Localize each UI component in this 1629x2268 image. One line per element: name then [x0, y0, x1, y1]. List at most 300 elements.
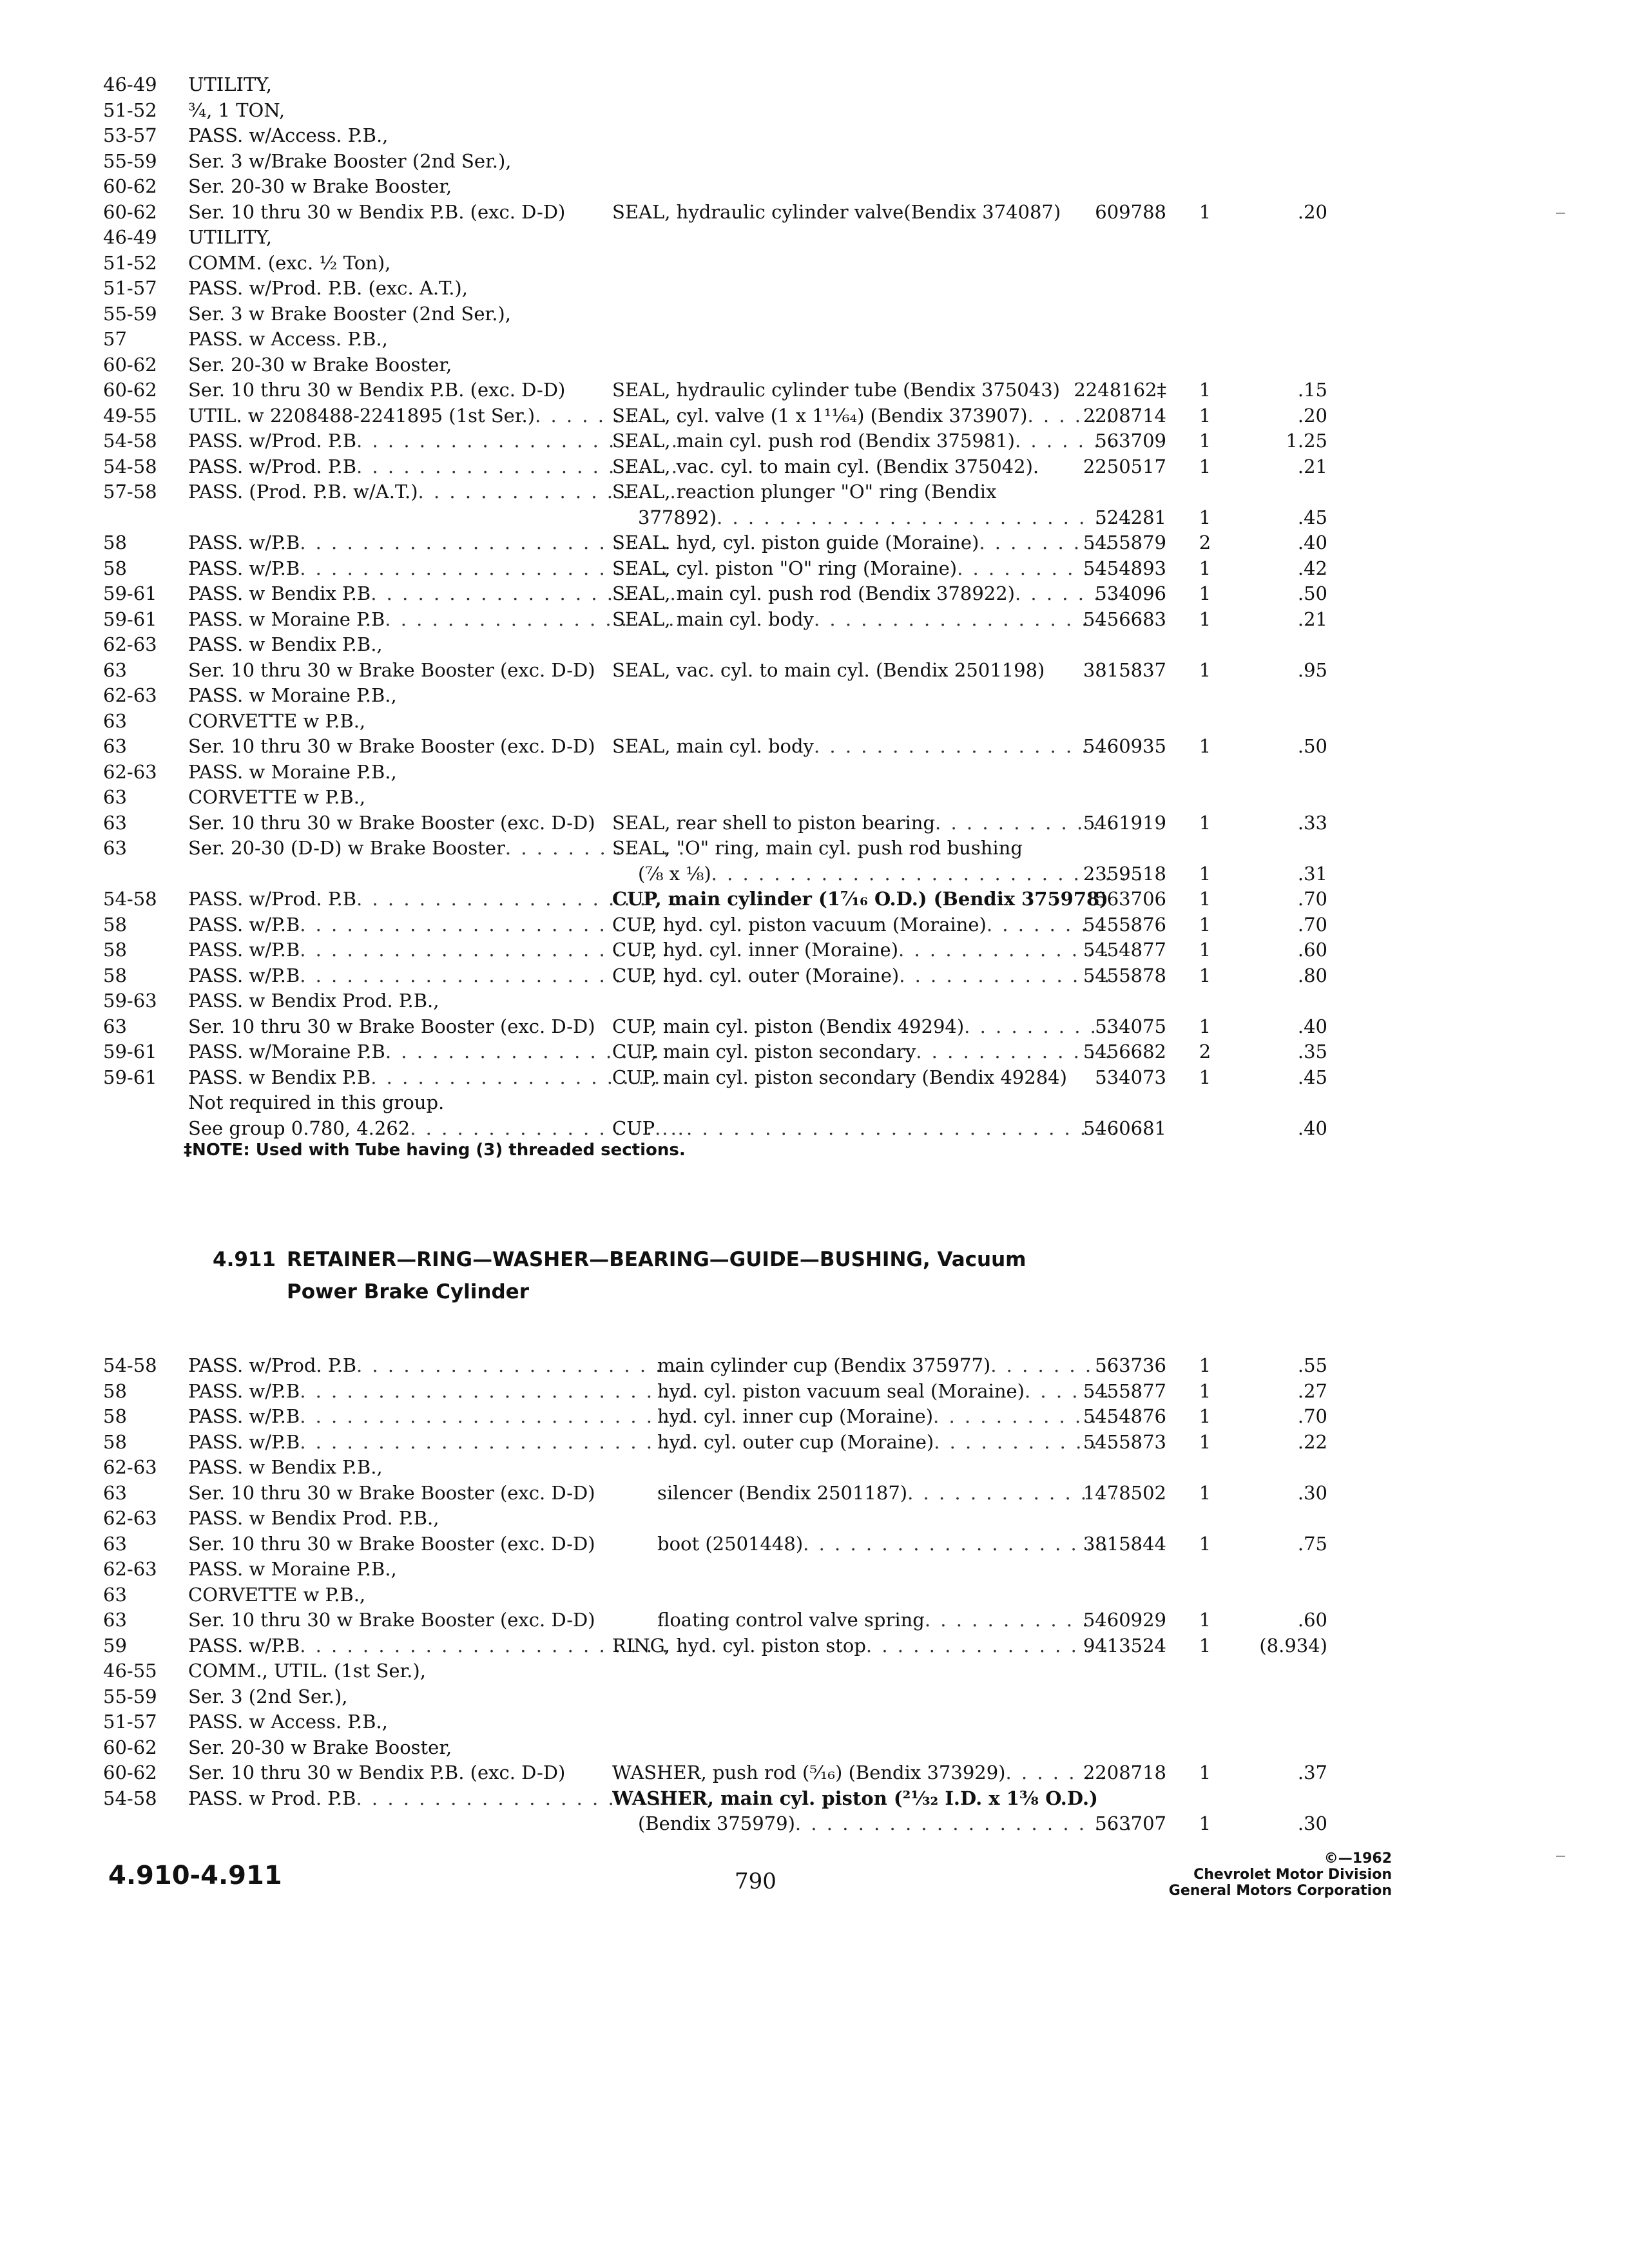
application-text: PASS. w Bendix Prod. P.B.,: [188, 990, 439, 1012]
part-number: 5455876: [1083, 913, 1166, 936]
application-text: PASS. w/Prod. P.B: [188, 430, 357, 452]
parts-row: [103, 123, 1431, 149]
application-text: Ser. 10 thru 30 w Brake Booster (exc. D-D): [188, 1532, 595, 1555]
model-years: 62-63: [103, 1507, 157, 1529]
model-years: 59-61: [103, 1041, 157, 1062]
price: .45: [1297, 506, 1327, 528]
application: [188, 709, 684, 735]
parts-row: [103, 937, 1431, 963]
application: [188, 658, 684, 684]
parts-row: [103, 479, 1431, 505]
model-years: 59-63: [103, 990, 157, 1012]
part-description: [657, 1481, 1115, 1506]
part-description-text: CUP, main cyl. piston secondary (Bendix 49284): [612, 1066, 1067, 1088]
part-description-text: SEAL, vac. cyl. to main cyl. (Bendix 375042).: [612, 455, 1039, 477]
part-description: [657, 1404, 1115, 1430]
price: .55: [1297, 1354, 1327, 1376]
part-description-text: CUP, hyd. cyl. piston vacuum (Moraine): [612, 913, 987, 936]
application: [188, 683, 684, 709]
part-description-text: boot (2501448): [657, 1532, 804, 1555]
application: [188, 988, 684, 1014]
model-years: 59-61: [103, 582, 157, 604]
part-description-text: hyd. cyl. piston vacuum seal (Moraine): [657, 1379, 1025, 1402]
part-description-text: SEAL, cyl. piston "O" ring (Moraine): [612, 557, 958, 579]
part-description: [612, 200, 1115, 226]
part-number: 609788: [1095, 200, 1166, 223]
application: [188, 1353, 684, 1379]
price: .22: [1297, 1430, 1327, 1453]
application: [188, 1039, 684, 1065]
parts-row: [103, 760, 1431, 785]
part-description: [612, 1014, 1115, 1040]
price: 1.25: [1286, 430, 1327, 452]
part-number: 563736: [1095, 1354, 1166, 1376]
model-years: 46-55: [103, 1660, 157, 1682]
part-description-text: SEAL, main cyl. push rod (Bendix 378922): [612, 582, 1015, 604]
parts-row: [103, 200, 1431, 226]
application: [188, 1633, 684, 1659]
part-number: 5456683: [1083, 608, 1166, 630]
parts-row: [103, 1481, 1431, 1506]
quantity: 1: [1199, 1609, 1211, 1631]
application-text: UTILITY,: [188, 226, 272, 248]
part-description-text: CUP, main cyl. piston (Bendix 49294): [612, 1015, 965, 1037]
application: [188, 72, 684, 98]
application: [188, 479, 684, 505]
quantity: 1: [1199, 455, 1211, 477]
model-years: 54-58: [103, 1354, 157, 1376]
part-description-text: SEAL, reaction plunger "O" ring (Bendix: [612, 481, 997, 503]
parts-row: [103, 836, 1431, 861]
model-years: 57: [103, 328, 127, 350]
part-description-text: main cylinder cup (Bendix 375977): [657, 1354, 991, 1376]
parts-row: [103, 327, 1431, 352]
quantity: 1: [1199, 1532, 1211, 1555]
quantity: 1: [1199, 1354, 1211, 1376]
price: .33: [1297, 811, 1327, 834]
price: .80: [1297, 964, 1327, 986]
application-text: UTILITY,: [188, 73, 272, 95]
part-description-text: SEAL, main cyl. body: [612, 735, 814, 757]
quantity: 2: [1199, 532, 1211, 553]
price: .15: [1297, 379, 1327, 401]
part-description: [612, 1039, 1115, 1065]
application: [188, 1658, 684, 1684]
application-text: CORVETTE w P.B.,: [188, 709, 366, 732]
part-description: [657, 1430, 1115, 1456]
parts-row: [103, 505, 1431, 531]
application: [188, 123, 684, 149]
application-text: PASS. w/P.B: [188, 913, 300, 936]
model-years: 63: [103, 1481, 127, 1504]
price: .50: [1297, 582, 1327, 604]
model-years: 63: [103, 658, 127, 681]
model-years: 51-57: [103, 277, 157, 299]
parts-row: [103, 861, 1431, 887]
application-text: PASS. w Bendix Prod. P.B.,: [188, 1507, 439, 1529]
part-description-text: (⅞ x ⅛): [638, 862, 711, 885]
quantity: 1: [1199, 939, 1211, 961]
price: .60: [1297, 939, 1327, 961]
part-description: [612, 734, 1115, 760]
application-text: PASS. w/P.B: [188, 1405, 300, 1427]
parts-row: [103, 709, 1431, 735]
price: .20: [1297, 404, 1327, 427]
application: [188, 200, 684, 226]
application: [188, 1116, 684, 1142]
part-number: 5455877: [1083, 1379, 1166, 1402]
parts-row: [103, 811, 1431, 836]
quantity: 1: [1199, 964, 1211, 986]
part-description-text: CUP, main cyl. piston secondary: [612, 1041, 916, 1062]
parts-row: [103, 963, 1431, 989]
application-text: PASS. w/Moraine P.B: [188, 1041, 385, 1062]
application-text: Not required in this group.: [188, 1091, 445, 1113]
price: .40: [1297, 1015, 1327, 1037]
model-years: 60-62: [103, 353, 157, 376]
part-number: 5455879: [1083, 532, 1166, 553]
model-years: 62-63: [103, 633, 157, 655]
application-text: PASS. w/Access. P.B.,: [188, 124, 389, 146]
model-years: 58: [103, 964, 127, 986]
application-text: Ser. 10 thru 30 w Brake Booster (exc. D-D): [188, 735, 595, 757]
section-heading: [213, 1244, 1026, 1308]
application: [188, 1735, 684, 1761]
model-years: 58: [103, 1379, 127, 1402]
model-years: 58: [103, 1405, 127, 1427]
parts-table-4911: [103, 1353, 1431, 1837]
application-text: COMM. (exc. ½ Ton),: [188, 251, 391, 274]
section-number: 4.911: [213, 1248, 276, 1271]
application-text: PASS. w Access. P.B.,: [188, 1711, 388, 1733]
application-text: PASS. w/Prod. P.B: [188, 1354, 357, 1376]
model-years: 60-62: [103, 1762, 157, 1783]
application: [188, 403, 684, 429]
part-number: 1478502: [1083, 1481, 1166, 1504]
application: [188, 912, 684, 938]
application-text: Ser. 20-30 w Brake Booster,: [188, 175, 452, 197]
part-number: 534073: [1095, 1066, 1166, 1088]
parts-row: [103, 1090, 1431, 1116]
parts-row: [103, 683, 1431, 709]
quantity: 1: [1199, 1634, 1211, 1657]
application-text: See group 0.780, 4.262: [188, 1117, 410, 1139]
parts-row: [103, 530, 1431, 556]
application: [188, 378, 684, 403]
part-description-text: SEAL, main cyl. push rod (Bendix 375981): [612, 430, 1015, 452]
part-description-text: SEAL, vac. cyl. to main cyl. (Bendix 2501198): [612, 658, 1045, 681]
application-text: Ser. 10 thru 30 w Bendix P.B. (exc. D-D): [188, 379, 566, 401]
parts-row: [103, 251, 1431, 276]
application-text: Ser. 3 w/Brake Booster (2nd Ser.),: [188, 149, 512, 172]
part-number: 5454877: [1083, 939, 1166, 961]
quantity: 1: [1199, 1405, 1211, 1427]
parts-row: [103, 352, 1431, 378]
price: .37: [1297, 1762, 1327, 1783]
model-years: 59-61: [103, 1066, 157, 1088]
part-description-text: (Bendix 375979): [638, 1812, 795, 1834]
application: [188, 327, 684, 352]
parts-row: [103, 1658, 1431, 1684]
parts-row: [103, 734, 1431, 760]
part-number: 2208718: [1083, 1762, 1166, 1783]
part-description: [612, 454, 1115, 480]
application: [188, 530, 684, 556]
price: .35: [1297, 1041, 1327, 1062]
part-number: 2248162‡: [1074, 379, 1166, 401]
parts-row: [103, 1014, 1431, 1040]
part-description: [612, 378, 1115, 403]
part-description-text: SEAL, rear shell to piston bearing: [612, 811, 936, 834]
part-description-text: SEAL, hydraulic cylinder tube (Bendix 375043): [612, 379, 1060, 401]
part-description-text: hyd. cyl. outer cup (Moraine): [657, 1430, 934, 1453]
application: [188, 1684, 684, 1710]
application-text: Ser. 10 thru 30 w Brake Booster (exc. D-D): [188, 811, 595, 834]
part-description: [657, 1532, 1115, 1557]
part-description: [612, 403, 1115, 429]
model-years: 54-58: [103, 1787, 157, 1809]
application-text: Ser. 10 thru 30 w Bendix P.B. (exc. D-D): [188, 200, 566, 223]
parts-row: [103, 1455, 1431, 1481]
page-number: 790: [735, 1869, 776, 1894]
application: [188, 1014, 684, 1040]
parts-row: [103, 1039, 1431, 1065]
model-years: 51-52: [103, 251, 157, 274]
quantity: 1: [1199, 658, 1211, 681]
application: [188, 225, 684, 251]
model-years: 60-62: [103, 1736, 157, 1758]
application: [188, 1532, 684, 1557]
parts-row: [103, 1786, 1431, 1812]
model-years: 60-62: [103, 175, 157, 197]
part-number: 5460935: [1083, 735, 1166, 757]
model-years: 57-58: [103, 481, 157, 503]
application: [188, 1557, 684, 1582]
part-description: [612, 1760, 1115, 1786]
application-text: Ser. 10 thru 30 w Brake Booster (exc. D-D): [188, 1015, 595, 1037]
application: [188, 302, 684, 327]
part-number: 563706: [1095, 888, 1166, 910]
parts-row: [103, 403, 1431, 429]
part-description: [612, 607, 1115, 633]
application-text: PASS. w/Prod. P.B: [188, 888, 357, 910]
part-number: 5455878: [1083, 964, 1166, 986]
application-text: Ser. 10 thru 30 w Brake Booster (exc. D-D): [188, 658, 595, 681]
parts-row: [103, 658, 1431, 684]
parts-row: [103, 785, 1431, 811]
part-description-text: floating control valve spring: [657, 1609, 925, 1631]
price: .70: [1297, 1405, 1327, 1427]
part-description: [612, 937, 1115, 963]
model-years: 63: [103, 1532, 127, 1555]
model-years: 62-63: [103, 1558, 157, 1580]
part-number: 563707: [1095, 1812, 1166, 1834]
application: [188, 98, 684, 124]
quantity: 1: [1199, 582, 1211, 604]
price: .70: [1297, 913, 1327, 936]
model-years: 53-57: [103, 124, 157, 146]
model-years: 63: [103, 709, 127, 732]
price: .30: [1297, 1481, 1327, 1504]
parts-row: [103, 1353, 1431, 1379]
application: [188, 963, 684, 989]
application: [188, 1506, 684, 1532]
parts-row: [103, 1709, 1431, 1735]
part-number: 524281: [1095, 506, 1166, 528]
part-description: [612, 1116, 1115, 1142]
parts-row: [103, 1506, 1431, 1532]
parts-row: [103, 428, 1431, 454]
quantity: 1: [1199, 862, 1211, 885]
application: [188, 1582, 684, 1608]
parts-row: [103, 225, 1431, 251]
model-years: 54-58: [103, 430, 157, 452]
price: .42: [1297, 557, 1327, 579]
parts-row: [103, 1633, 1431, 1659]
part-description-text: SEAL, hydraulic cylinder valve(Bendix 374087): [612, 200, 1061, 223]
dot-leader: [300, 1404, 684, 1430]
application-text: PASS. (Prod. P.B. w/A.T.): [188, 481, 418, 503]
application: [188, 1709, 684, 1735]
parts-row: [103, 632, 1431, 658]
corporation-name: General Motors Corporation: [1168, 1883, 1392, 1899]
part-number: 534075: [1095, 1015, 1166, 1037]
part-description: [612, 1065, 1115, 1091]
scan-mark: [1556, 1856, 1565, 1857]
application-text: PASS. w/Prod. P.B. (exc. A.T.),: [188, 277, 468, 299]
application-text: PASS. w/P.B: [188, 1634, 300, 1657]
parts-row: [103, 1404, 1431, 1430]
model-years: 54-58: [103, 888, 157, 910]
section-title: RETAINER—RING—WASHER—BEARING—GUIDE—BUSHING, Vacuum: [287, 1248, 1027, 1271]
quantity: 1: [1199, 608, 1211, 630]
application-text: PASS. w/P.B: [188, 532, 300, 553]
part-description-text: SEAL. hyd, cyl. piston guide (Moraine): [612, 532, 979, 553]
model-years: 54-58: [103, 455, 157, 477]
part-number: 5454876: [1083, 1405, 1166, 1427]
application: [188, 251, 684, 276]
quantity: 1: [1199, 913, 1211, 936]
parts-row: [103, 378, 1431, 403]
model-years: 62-63: [103, 1456, 157, 1478]
part-description-text: CUP, hyd. cyl. inner (Moraine): [612, 939, 899, 961]
part-description: [612, 479, 1115, 505]
part-description: [612, 658, 1115, 684]
part-description-text: CUP, main cylinder (1⁷⁄₁₆ O.D.) (Bendix 375978): [612, 888, 1108, 910]
price: (8.934): [1259, 1634, 1327, 1657]
application: [188, 836, 684, 861]
part-number: 5460681: [1083, 1117, 1166, 1139]
price: .95: [1297, 658, 1327, 681]
part-description: [612, 836, 1115, 861]
part-description-text: SEAL, cyl. valve (1 x 1¹¹⁄₆₄) (Bendix 373907): [612, 404, 1028, 427]
application-text: Ser. 3 w Brake Booster (2nd Ser.),: [188, 302, 511, 325]
application-text: PASS. w/P.B: [188, 939, 300, 961]
price: .20: [1297, 200, 1327, 223]
application: [188, 428, 684, 454]
price: .60: [1297, 1609, 1327, 1631]
quantity: 1: [1199, 735, 1211, 757]
quantity: 1: [1199, 430, 1211, 452]
parts-row: [103, 174, 1431, 200]
price: .27: [1297, 1379, 1327, 1402]
application: [188, 276, 684, 302]
application: [188, 352, 684, 378]
application: [188, 1608, 684, 1633]
part-description-text: hyd. cyl. inner cup (Moraine): [657, 1405, 934, 1427]
price: .30: [1297, 1812, 1327, 1834]
part-description-text: SEAL, "O" ring, main cyl. push rod bushing: [612, 837, 1023, 859]
dot-leader: [655, 1116, 1115, 1142]
price: .21: [1297, 455, 1327, 477]
part-description-text: silencer (Bendix 2501187): [657, 1481, 908, 1504]
application: [188, 1455, 684, 1481]
application: [188, 1379, 684, 1405]
model-years: 59: [103, 1634, 127, 1657]
application-text: Ser. 3 (2nd Ser.),: [188, 1685, 348, 1707]
application-text: PASS. w Bendix P.B.,: [188, 633, 383, 655]
model-years: 46-49: [103, 73, 157, 95]
application-text: PASS. w/P.B: [188, 557, 300, 579]
model-years: 63: [103, 786, 127, 808]
model-years: 51-57: [103, 1711, 157, 1733]
price: .75: [1297, 1532, 1327, 1555]
application: [188, 556, 684, 582]
model-years: 62-63: [103, 760, 157, 783]
application-text: PASS. w Moraine P.B.,: [188, 760, 397, 783]
price: .40: [1297, 532, 1327, 553]
application: [188, 1430, 684, 1456]
model-years: 63: [103, 1583, 127, 1606]
part-description: [657, 1353, 1115, 1379]
application: [188, 1090, 684, 1116]
parts-row: [103, 1065, 1431, 1091]
part-description-text: SEAL, main cyl. body: [612, 608, 814, 630]
application-text: PASS. w Bendix P.B: [188, 582, 371, 604]
quantity: 1: [1199, 379, 1211, 401]
part-description: [612, 963, 1115, 989]
parts-row: [103, 887, 1431, 912]
application: [188, 785, 684, 811]
parts-row: [103, 1735, 1431, 1761]
application-text: PASS. w Moraine P.B: [188, 608, 385, 630]
part-number: 2250517: [1083, 455, 1166, 477]
parts-row: [103, 556, 1431, 582]
price: .50: [1297, 735, 1327, 757]
model-years: 58: [103, 1430, 127, 1453]
parts-table-4910: [103, 72, 1431, 1141]
part-number: 5460929: [1083, 1609, 1166, 1631]
parts-row: [103, 149, 1431, 175]
model-years: 60-62: [103, 379, 157, 401]
application: [188, 149, 684, 175]
model-years: 58: [103, 557, 127, 579]
application-text: Ser. 20-30 (D-D) w Brake Booster: [188, 837, 505, 859]
model-years: 51-52: [103, 99, 157, 121]
application-text: Ser. 10 thru 30 w Bendix P.B. (exc. D-D): [188, 1762, 566, 1783]
part-description: [612, 811, 1115, 836]
publisher-block: [1095, 1850, 1392, 1899]
parts-row: [103, 72, 1431, 98]
application: [188, 1404, 684, 1430]
application: [188, 1786, 684, 1812]
footnote: ‡NOTE: Used with Tube having (3) threaded sections.: [184, 1140, 686, 1160]
parts-row: [103, 607, 1431, 633]
part-description: [612, 530, 1115, 556]
part-description: [612, 1786, 1115, 1812]
part-description: [612, 1633, 1115, 1659]
quantity: 1: [1199, 1379, 1211, 1402]
